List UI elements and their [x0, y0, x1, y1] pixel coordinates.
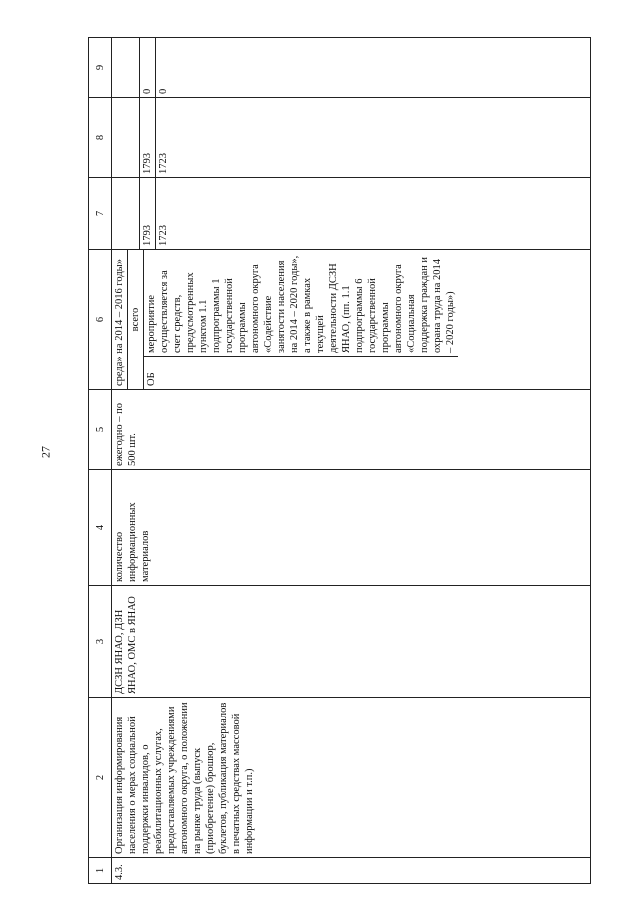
amount-col-8: [112, 98, 591, 178]
amount-col-7: [112, 178, 591, 250]
header-cell-7: 7: [89, 178, 112, 250]
amount-col-9: [112, 38, 591, 98]
header-cell-1: 1: [89, 858, 112, 884]
header-cell-3: 3: [89, 586, 112, 698]
header-cell-5: 5: [89, 390, 112, 470]
table-sheet: [88, 38, 610, 884]
funding-total-label: всего: [128, 250, 144, 389]
amount-col-7-total: 1793: [140, 178, 156, 249]
funding-source-cell: [112, 250, 591, 390]
executors: ДСЗН ЯНАО, ДЗН ЯНАО, ОМС в ЯНАО: [112, 586, 591, 698]
measure-name: Организация информирования населения о мерах социальной поддержки инвалидов, о реабилитационных услугах, предоставляемых учреждениями автономного округа, о положении на рынке труда (выпуск (приобретение) брошюр, буклетов, публикация материалов в печатных средствах массовой информации и т.п.): [112, 698, 591, 858]
amount-col-9-ob: 0: [158, 88, 169, 94]
funding-body: [144, 250, 458, 389]
header-cell-6: 6: [89, 250, 112, 390]
header-cell-8: 8: [89, 98, 112, 178]
table-row: [112, 38, 591, 884]
funding-continuation: среда» на 2014 – 2016 годы»: [112, 250, 128, 389]
program-table: [88, 37, 591, 884]
indicator-value: ежегодно – по 500 шт.: [112, 390, 591, 470]
amount-col-7-spacer: [112, 178, 140, 249]
amount-col-8-spacer: [112, 98, 140, 177]
amount-col-7-ob: 1723: [158, 225, 169, 246]
funding-source-code: ОБ: [144, 356, 458, 389]
amount-col-9-total: 0: [140, 38, 156, 97]
row-number: 4.3.: [112, 858, 591, 884]
header-cell-9: 9: [89, 38, 112, 98]
header-cell-4: 4: [89, 470, 112, 586]
amount-col-8-total: 1793: [140, 98, 156, 177]
indicator-name: количество информационных материалов: [112, 470, 591, 586]
amount-col-8-ob: 1723: [158, 153, 169, 174]
table-header-row: [89, 38, 112, 884]
amount-col-9-spacer: [112, 38, 140, 97]
header-cell-2: 2: [89, 698, 112, 858]
page-number: 27: [38, 446, 53, 458]
funding-note: мероприятие осуществляется за счет средств, предусмотренных пунктом 1.1 подпрограммы 1 государственной программы автономного округа «Содействие занятости населения на 2014 – 2020 годы», а также в рамках текущей деятельности ДСЗН ЯНАО, (пп. 1.1 подпрограммы 6 государственной программы автономного округа «Социальная поддержка граждан и охрана труда на 2014 – 2020 годы»): [146, 255, 456, 353]
rotated-table-area: [88, 38, 610, 884]
